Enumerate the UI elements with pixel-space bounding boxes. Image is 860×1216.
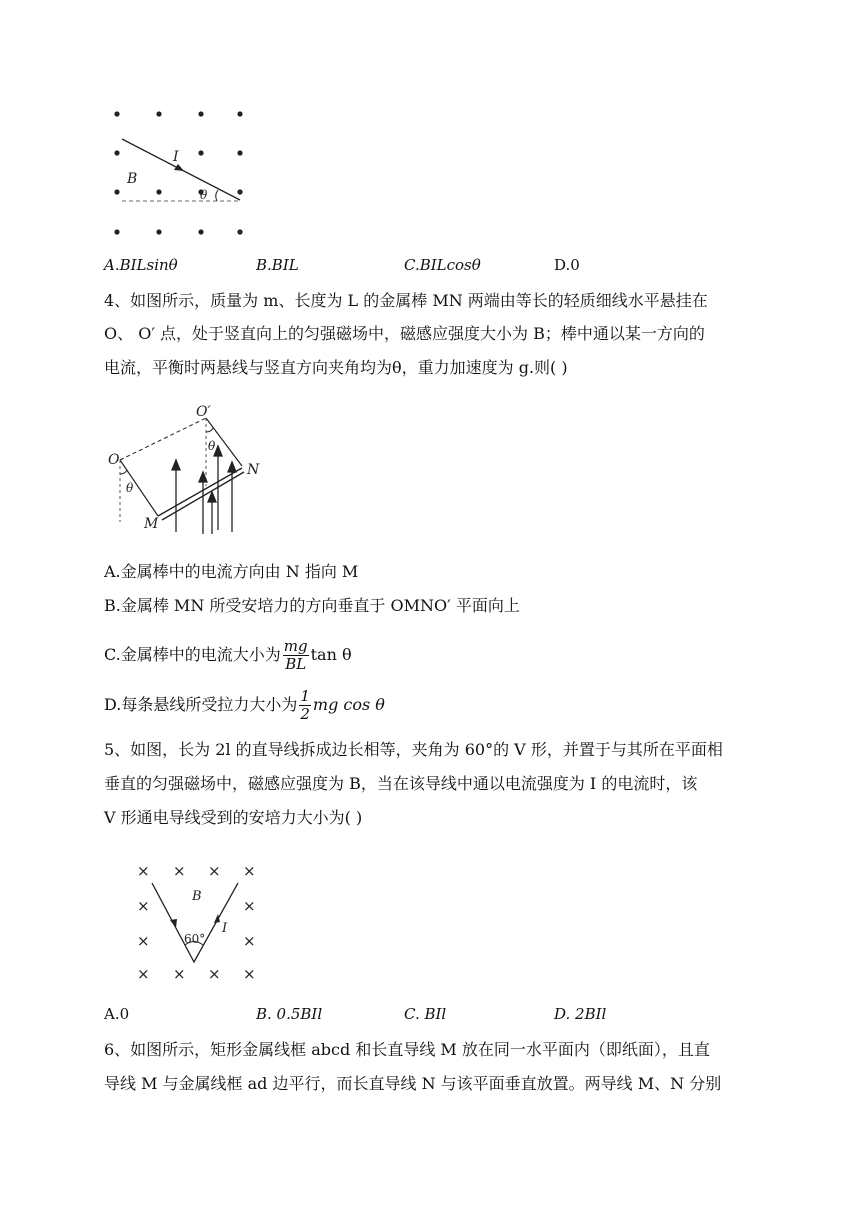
q4-option-c-fraction xyxy=(283,638,309,673)
label-M: M xyxy=(144,516,159,532)
q4-option-c-denominator: BL xyxy=(285,655,307,673)
q5-option-a: A.0 xyxy=(104,1005,130,1023)
magnetic-field-crosses xyxy=(137,862,256,983)
svg-text:×: × xyxy=(173,965,186,983)
label-B: B xyxy=(127,171,138,187)
label-theta-O: θ xyxy=(126,481,134,495)
q4-option-d-prefix: D.每条悬线所受拉力大小为 xyxy=(104,695,298,714)
svg-text:×: × xyxy=(137,862,150,880)
svg-text:×: × xyxy=(243,862,256,880)
q4-option-d xyxy=(104,686,385,724)
q4-text-line-3: 电流，平衡时两悬线与竖直方向夹角均为θ，重力加速度为 g.则( ) xyxy=(104,358,568,377)
label-N: N xyxy=(247,462,260,478)
angle-arc-O xyxy=(120,470,127,474)
angle-arc-Oprime xyxy=(206,428,213,432)
label-theta-Oprime: θ xyxy=(208,439,216,453)
q5-text-line-1: 5、如图，长为 2l 的直导线拆成边长相等，夹角为 60°的 V 形，并置于与其所在平面相 xyxy=(104,740,723,759)
q4-option-d-fraction xyxy=(299,688,311,723)
metal-rod-MN xyxy=(158,468,242,516)
svg-text:×: × xyxy=(173,862,186,880)
q4-option-a: A.金属棒中的电流方向由 N 指向 M xyxy=(104,562,359,581)
q6-text-line-1: 6、如图所示，矩形金属线框 abcd 和长直导线 M 放在同一水平面内（即纸面），且直 xyxy=(104,1040,710,1059)
svg-text:×: × xyxy=(208,862,221,880)
q3-option-b: B.BIL xyxy=(256,256,299,274)
svg-text:×: × xyxy=(137,897,150,915)
svg-text:×: × xyxy=(137,965,150,983)
suspension-plane xyxy=(120,418,206,460)
label-B: B xyxy=(192,889,202,904)
q5-option-c: C. BIl xyxy=(404,1005,447,1023)
label-angle: 60° xyxy=(184,932,206,946)
label-I: I xyxy=(222,921,228,936)
q3-option-c: C.BILcosθ xyxy=(404,256,481,274)
label-O-prime: O′ xyxy=(196,404,211,420)
q3-option-d: D.0 xyxy=(554,256,580,274)
current-arrow-right xyxy=(214,914,220,923)
q4-option-d-numerator: 1 xyxy=(300,687,310,705)
q5-text-line-3: V 形通电导线受到的安培力大小为( ) xyxy=(104,808,363,827)
label-theta: θ xyxy=(200,188,208,202)
q3-option-a: A.BILsinθ xyxy=(104,256,178,274)
svg-text:×: × xyxy=(243,932,256,950)
svg-text:×: × xyxy=(137,932,150,950)
q4-text-line-2: O、 O′ 点，处于竖直向上的匀强磁场中，磁感应强度大小为 B；棒中通以某一方向的 xyxy=(104,324,705,343)
q4-option-c-numerator: mg xyxy=(283,637,308,655)
q5-text-line-2: 垂直的匀强磁场中，磁感应强度为 B，当在该导线中通以电流强度为 I 的电流时，该 xyxy=(104,774,698,793)
q4-figure xyxy=(100,404,260,539)
q4-text-line-1: 4、如图所示，质量为 m、长度为 L 的金属棒 MN 两端由等长的轻质细线水平悬挂在 xyxy=(104,291,708,310)
label-I: I xyxy=(173,149,179,165)
svg-text:×: × xyxy=(208,965,221,983)
q6-text-line-2: 导线 M 与金属线框 ad 边平行，而长直导线 N 与该平面垂直放置。两导线 M、N 分别 xyxy=(104,1074,722,1093)
label-O: O xyxy=(108,452,120,468)
svg-text:×: × xyxy=(243,965,256,983)
angle-arc xyxy=(216,190,218,201)
q4-option-d-suffix: mg cos θ xyxy=(312,695,385,714)
q4-option-b: B.金属棒 MN 所受安培力的方向垂直于 OMNO′ 平面向上 xyxy=(104,596,520,615)
q4-option-c xyxy=(104,636,352,674)
q5-figure xyxy=(130,858,280,988)
q4-option-d-denominator: 2 xyxy=(300,705,310,723)
q4-option-c-prefix: C.金属棒中的电流大小为 xyxy=(104,645,281,664)
q5-option-b: B. 0.5BIl xyxy=(256,1005,323,1023)
current-arrow-left xyxy=(170,919,177,928)
q4-option-c-suffix: tan θ xyxy=(310,645,352,664)
svg-text:×: × xyxy=(243,897,256,915)
q3-figure xyxy=(100,104,260,234)
q5-option-d: D. 2BIl xyxy=(554,1005,607,1023)
current-arrow xyxy=(174,164,184,171)
